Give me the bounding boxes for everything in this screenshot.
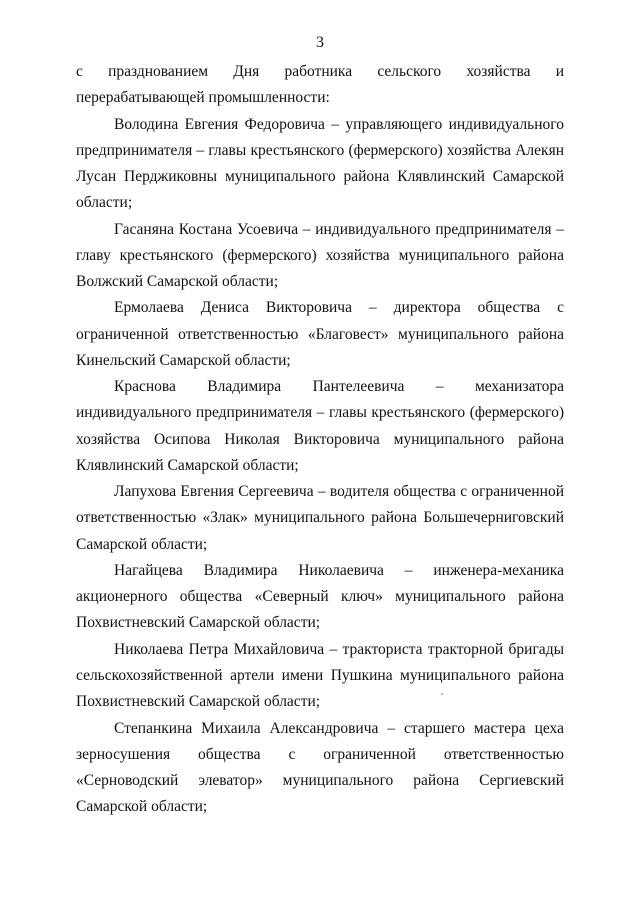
page-number: 3 bbox=[316, 34, 324, 51]
award-entry-stepankin: Степанкина Михаила Александровича – старшего мастера цеха зерносушения общества с ограниченной ответственностью «Серноводский элеватор» муниципального района Сергиевский Самарской области; bbox=[76, 719, 564, 816]
award-entry-nikolaev: Николаева Петра Михайловича – тракториста тракторной бригады сельскохозяйственной артели имени Пушкина муниципального района Похвистневский Самарской области; bbox=[76, 640, 564, 711]
scan-speck bbox=[441, 693, 443, 695]
document-body bbox=[76, 59, 564, 820]
award-entry-krasnov: Краснова Владимира Пантелеевича – механизатора индивидуального предпринимателя – главы крестьянского (фермерского) хозяйства Осипова Николая Викторовича муниципального района Клявлинский Самарской области; bbox=[76, 378, 564, 474]
award-entry-volodin: Володина Евгения Федоровича – управляющего индивидуального предпринимателя – главы крестьянского (фермерского) хозяйства Алекян Лусан Перджиковны муниципального района Клявлинский Самарской области; bbox=[76, 115, 564, 212]
award-entry-gasanyan: Гасаняна Костана Усоевича – индивидуального предпринимателя – главу крестьянского (фермерского) хозяйства муниципального района Волжский Самарской области; bbox=[76, 220, 564, 290]
intro-paragraph: с празднованием Дня работника сельского хозяйства и перерабатывающей промышленности: bbox=[76, 63, 564, 107]
award-entry-nagaitsev: Нагайцева Владимира Николаевича – инженера-механика акционерного общества «Северный ключ» муниципального района Похвистневский Самарской области; bbox=[76, 561, 564, 632]
award-entry-ermolaev: Ермолаева Дениса Викторовича – директора общества с ограниченной ответственностью «Благовест» муниципального района Кинельский Самарской области; bbox=[76, 299, 564, 369]
award-entry-lapukhov: Лапухова Евгения Сергеевича – водителя общества с ограниченной ответственностью «Злак» муниципального района Большечерниговский Самарской области; bbox=[76, 483, 564, 553]
